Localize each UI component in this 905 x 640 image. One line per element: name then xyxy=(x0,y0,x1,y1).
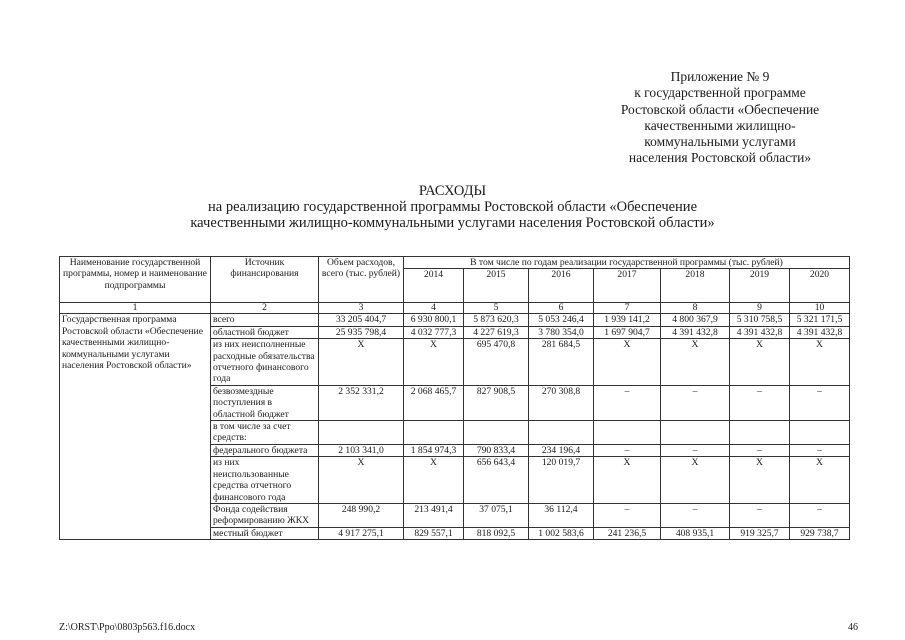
column-number: 1 xyxy=(60,303,211,314)
value-cell: 248 990,2 xyxy=(319,503,404,527)
source-cell: областной бюджет xyxy=(211,326,319,338)
header-year: 2016 xyxy=(529,269,594,303)
value-cell: 919 325,7 xyxy=(730,527,790,539)
value-cell: 5 310 758,5 xyxy=(730,314,790,326)
header-year: 2014 xyxy=(404,269,464,303)
value-cell: – xyxy=(790,385,850,420)
header-year: 2020 xyxy=(790,269,850,303)
value-cell: – xyxy=(730,503,790,527)
value-cell xyxy=(730,421,790,445)
value-cell: 929 738,7 xyxy=(790,527,850,539)
value-cell: 234 196,4 xyxy=(529,444,594,456)
value-cell: X xyxy=(594,339,661,386)
document-heading xyxy=(100,183,805,231)
value-cell: 829 557,1 xyxy=(404,527,464,539)
value-cell: 5 321 171,5 xyxy=(790,314,850,326)
value-cell: 5 873 620,3 xyxy=(464,314,529,326)
value-cell: 25 935 798,4 xyxy=(319,326,404,338)
column-number: 10 xyxy=(790,303,850,314)
column-number: 6 xyxy=(529,303,594,314)
value-cell: 1 939 141,2 xyxy=(594,314,661,326)
value-cell: 5 053 246,4 xyxy=(529,314,594,326)
value-cell: X xyxy=(404,339,464,386)
value-cell: 213 491,4 xyxy=(404,503,464,527)
value-cell: 270 308,8 xyxy=(529,385,594,420)
value-cell: 2 352 331,2 xyxy=(319,385,404,420)
source-cell: Фонда содействия реформированию ЖКХ xyxy=(211,503,319,527)
column-number: 9 xyxy=(730,303,790,314)
value-cell: – xyxy=(594,444,661,456)
program-name-cell: Государственная программа Ростовской области «Обеспечение качественными жилищно-коммунальными услугами населения Ростовской области» xyxy=(60,314,211,540)
header-total: Объем расходов, всего (тыс. рублей) xyxy=(319,257,404,303)
value-cell: 4 800 367,9 xyxy=(661,314,730,326)
value-cell xyxy=(790,421,850,445)
value-cell: X xyxy=(730,457,790,504)
value-cell xyxy=(594,421,661,445)
value-cell: – xyxy=(661,503,730,527)
appendix-note xyxy=(560,69,880,167)
value-cell: 36 112,4 xyxy=(529,503,594,527)
source-cell: из них неиспользованные средства отчетного финансового года xyxy=(211,457,319,504)
appendix-line: населения Ростовской области» xyxy=(628,150,812,166)
value-cell: 656 643,4 xyxy=(464,457,529,504)
document-title: РАСХОДЫ xyxy=(418,183,487,199)
document-subtitle-line: качественными жилищно-коммунальными услугами населения Ростовской области» xyxy=(190,215,715,231)
value-cell: – xyxy=(661,385,730,420)
value-cell: 2 103 341,0 xyxy=(319,444,404,456)
appendix-line: Приложение № 9 xyxy=(670,69,770,84)
value-cell xyxy=(464,421,529,445)
value-cell: – xyxy=(730,385,790,420)
column-number: 2 xyxy=(211,303,319,314)
value-cell: – xyxy=(790,503,850,527)
header-year: 2017 xyxy=(594,269,661,303)
value-cell xyxy=(404,421,464,445)
header-source: Источник финансирования xyxy=(211,257,319,303)
value-cell: X xyxy=(319,457,404,504)
value-cell: X xyxy=(790,339,850,386)
value-cell xyxy=(529,421,594,445)
value-cell: – xyxy=(790,444,850,456)
header-by-years: В том числе по годам реализации государственной программы (тыс. рублей) xyxy=(404,257,850,269)
value-cell: 1 697 904,7 xyxy=(594,326,661,338)
column-number: 3 xyxy=(319,303,404,314)
column-number: 7 xyxy=(594,303,661,314)
appendix-line: коммунальными услугами xyxy=(644,134,796,150)
source-cell: из них неисполненные расходные обязательства отчетного финансового года xyxy=(211,339,319,386)
value-cell: X xyxy=(661,339,730,386)
value-cell xyxy=(661,421,730,445)
value-cell: – xyxy=(730,444,790,456)
source-cell: федерального бюджета xyxy=(211,444,319,456)
appendix-line: Ростовской области «Обеспечение xyxy=(620,101,820,117)
value-cell: 4 391 432,8 xyxy=(790,326,850,338)
value-cell: 4 391 432,8 xyxy=(661,326,730,338)
document-subtitle-line: на реализацию государственной программы Ростовской области «Обеспечение xyxy=(208,199,697,215)
value-cell: X xyxy=(319,339,404,386)
source-cell: в том числе за счет средств: xyxy=(211,421,319,445)
value-cell: 818 092,5 xyxy=(464,527,529,539)
value-cell xyxy=(319,421,404,445)
value-cell: 695 470,8 xyxy=(464,339,529,386)
expenses-table xyxy=(59,256,850,540)
value-cell: 4 391 432,8 xyxy=(730,326,790,338)
value-cell: 120 019,7 xyxy=(529,457,594,504)
value-cell: 4 227 619,3 xyxy=(464,326,529,338)
file-path: Z:\ORST\Ppo\0803p563.f16.docx xyxy=(59,622,196,633)
source-cell: местный бюджет xyxy=(211,527,319,539)
column-number: 8 xyxy=(661,303,730,314)
value-cell: 281 684,5 xyxy=(529,339,594,386)
value-cell: X xyxy=(594,457,661,504)
value-cell: 4 032 777,3 xyxy=(404,326,464,338)
value-cell: 33 205 404,7 xyxy=(319,314,404,326)
value-cell: 408 935,1 xyxy=(661,527,730,539)
header-year: 2019 xyxy=(730,269,790,303)
source-cell: безвозмездные поступления в областной бюджет xyxy=(211,385,319,420)
page-number: 46 xyxy=(848,622,858,633)
column-number-row xyxy=(60,303,850,314)
value-cell: X xyxy=(661,457,730,504)
value-cell: 241 236,5 xyxy=(594,527,661,539)
source-cell: всего xyxy=(211,314,319,326)
value-cell: 6 930 800,1 xyxy=(404,314,464,326)
value-cell: 1 854 974,3 xyxy=(404,444,464,456)
value-cell: 827 908,5 xyxy=(464,385,529,420)
header-name: Наименование государственной программы, номер и наименование подпрограммы xyxy=(60,257,211,303)
header-year: 2018 xyxy=(661,269,730,303)
value-cell: 37 075,1 xyxy=(464,503,529,527)
column-number: 5 xyxy=(464,303,529,314)
appendix-line: к государственной программе xyxy=(634,85,806,101)
value-cell: 790 833,4 xyxy=(464,444,529,456)
header-year: 2015 xyxy=(464,269,529,303)
value-cell: 4 917 275,1 xyxy=(319,527,404,539)
value-cell: X xyxy=(730,339,790,386)
value-cell: – xyxy=(594,503,661,527)
table-row xyxy=(60,314,850,326)
value-cell: 2 068 465,7 xyxy=(404,385,464,420)
column-number: 4 xyxy=(404,303,464,314)
value-cell: 1 002 583,6 xyxy=(529,527,594,539)
value-cell: – xyxy=(661,444,730,456)
value-cell: X xyxy=(404,457,464,504)
value-cell: 3 780 354,0 xyxy=(529,326,594,338)
appendix-line: качественными жилищно- xyxy=(644,117,796,133)
value-cell: X xyxy=(790,457,850,504)
value-cell: – xyxy=(594,385,661,420)
